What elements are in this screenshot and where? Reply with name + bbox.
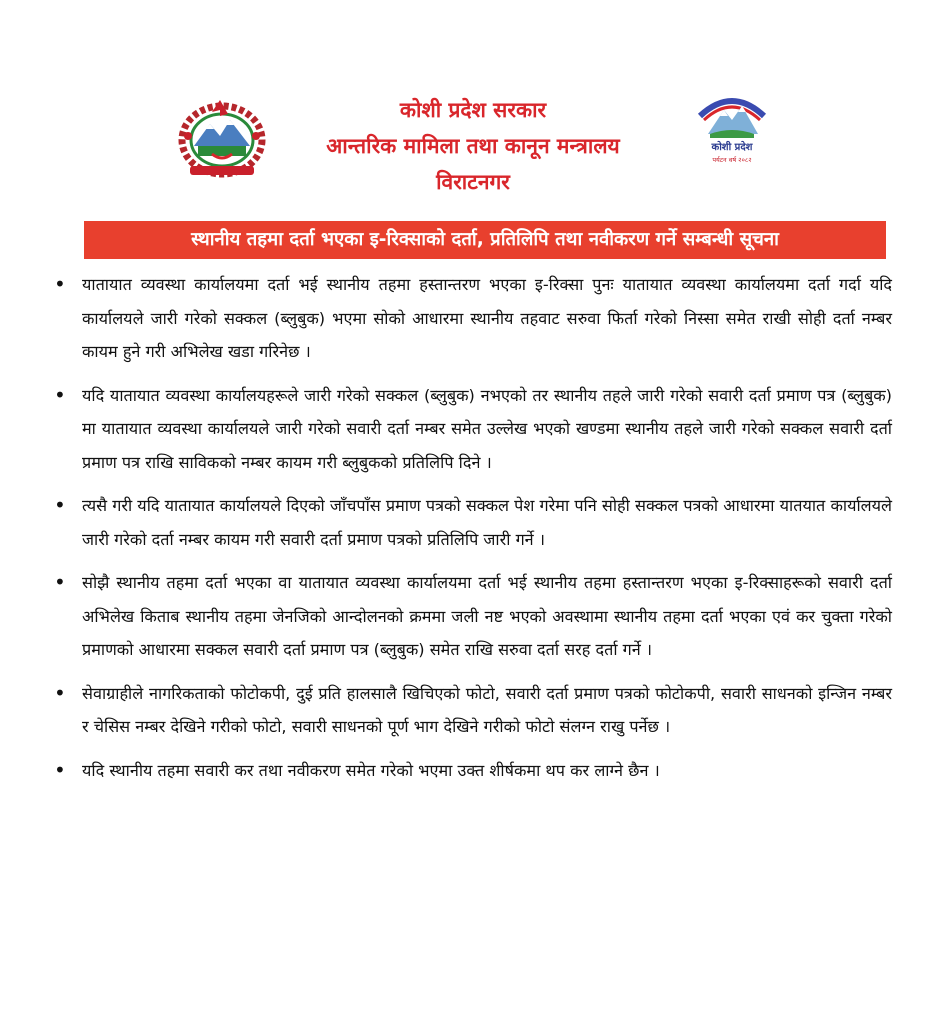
bullet-icon: • [54,272,66,296]
list-item-text: यदि यातायात व्यवस्था कार्यालयहरूले जारी गरेको सक्कल (ब्लुबुक) नभएको तर स्थानीय तहले जारी गरेको सवारी दर्ता प्रमाण पत्र (ब्लुबुक) मा यातायात व्यवस्था कार्यालयले जारी गरेको सवारी दर्ता नम्बर समेत उल्लेख भएको खण्डमा स्थानीय तहले जारी गरेको सक्कल सवारी दर्ता प्रमाण पत्र राखि साविकको नम्बर कायम गरी ब्लुबुकको प्रतिलिपि दिने । [82,385,892,472]
list-item-text: यातायात व्यवस्था कार्यालयमा दर्ता भई स्थानीय तहमा हस्तान्तरण भएका इ-रिक्सा पुनः यातायात व्यवस्था कार्यालयमा दर्ता गर्दा यदि कार्यालयले जारी गरेको सक्कल (ब्लुबुक) भएमा सोको आधारमा स्थानीय तहवाट सरुवा फिर्ता गरेको निस्सा समेत राखी सोही दर्ता नम्बर कायम हुने गरी अभिलेख खडा गरिनेछ । [82,275,892,361]
bullet-icon: • [54,493,66,517]
list-item-text: त्यसै गरी यदि यातायात कार्यालयले दिएको जाँचपाँस प्रमाण पत्रको सक्कल पेश गरेमा पनि सोही सक्कल पत्रको आधारमा यातयात कार्यालयले जारी गरेको दर्ता नम्बर कायम गरी सवारी दर्ता प्रमाण पत्रको प्रतिलिपि जारी गर्ने । [82,496,892,549]
logo-subcaption: पर्यटन वर्ष २०८२ [712,156,752,164]
bullet-icon: • [54,570,66,594]
government-name: कोशी प्रदेश सरकार [399,98,547,122]
bullet-icon: • [54,680,66,705]
office-location: विराटनगर [436,170,510,194]
list-item [52,489,892,556]
notice-points-list [52,268,892,797]
list-item [52,566,892,667]
list-item-text: सेवाग्राहीले नागरिकताको फोटोकपी, दुई प्रति हालसालै खिचिएको फोटो, सवारी दर्ता प्रमाण पत्रको फोटोकपी, सवारी साधनको इन्जिन नम्बर र चेसिस नम्बर देखिने गरीको फोटो, सवारी साधनको पूर्ण भाग देखिने गरीको फोटो संलग्न राखु पर्नेछ । [82,683,892,736]
bullet-icon: • [54,382,66,407]
list-item [52,677,892,744]
notice-title-banner: स्थानीय तहमा दर्ता भएका इ-रिक्साको दर्ता, प्रतिलिपि तथा नवीकरण गर्ने सम्बन्धी सूचना [84,221,886,259]
bullet-icon: • [54,757,66,782]
list-item [52,379,892,480]
list-item-text: यदि स्थानीय तहमा सवारी कर तथा नवीकरण समेत गरेको भएमा उक्त शीर्षकमा थप कर लाग्ने छैन । [82,760,660,780]
ministry-name: आन्तरिक मामिला तथा कानून मन्त्रालय [326,134,620,158]
logo-caption: कोशी प्रदेश [711,142,753,153]
list-item-text: सोझै स्थानीय तहमा दर्ता भएका वा यातायात व्यवस्था कार्यालयमा दर्ता भई स्थानीय तहमा हस्तान्तरण भएका इ-रिक्साहरूको सवारी दर्ता अभिलेख किताब स्थानीय तहमा जेनजिको आन्दोलनको क्रममा जली नष्ट भएको अवस्थामा स्थानीय तहमा दर्ता भएका एवं कर चुक्ता गरेको प्रमाणको आधारमा सक्कल सवारी दर्ता प्रमाण पत्र (ब्लुबुक) समेत राखि सरुवा दर्ता सरह दर्ता गर्ने । [82,573,892,659]
list-item [52,268,892,369]
letterhead [0,92,946,200]
list-item [52,754,892,788]
